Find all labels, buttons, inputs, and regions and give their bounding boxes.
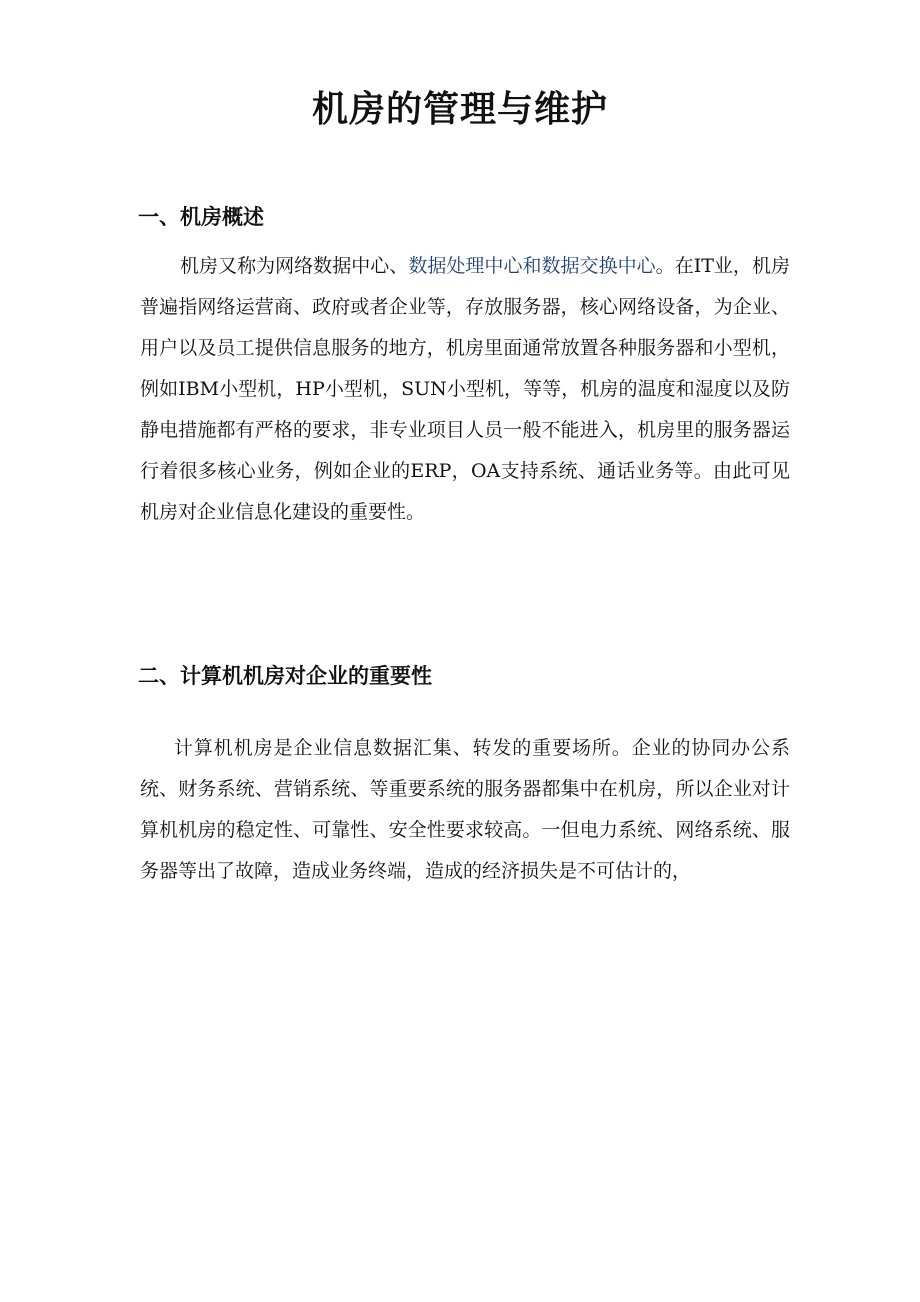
- document-title: 机房的管理与维护: [311, 89, 608, 130]
- paragraph-text-before-link: 机房又称为网络数据中心、: [180, 255, 409, 277]
- section-paragraph-overview: [140, 246, 790, 533]
- data-processing-center-link[interactable]: 数据处理中心和数据交换中心: [408, 255, 656, 277]
- paragraph-text-after-link: 。在IT业，机房普遍指网络运营商、政府或者企业等，存放服务器，核心网络设备，为企业、用户以及员工提供信息服务的地方，机房里面通常放置各种服务器和小型机，例如IBM小型机，HP小型机，SUN小型机，等等，机房的温度和湿度以及防静电措施都有严格的要求，非专业项目人员一般不能进入，机房里的服务器运行着很多核心业务，例如企业的ERP，OA支持系统、通话业务等。由此可见机房对企业信息化建设的重要性。: [140, 255, 790, 523]
- section-heading-importance: 二、计算机机房对企业的重要性: [138, 664, 432, 688]
- section-heading-overview: 一、机房概述: [138, 205, 264, 229]
- section-paragraph-importance: 计算机机房是企业信息数据汇集、转发的重要场所。企业的协同办公系统、财务系统、营销系统、等重要系统的服务器都集中在机房，所以企业对计算机机房的稳定性、可靠性、安全性要求较高。一但电力系统、网络系统、服务器等出了故障，造成业务终端，造成的经济损失是不可估计的，: [140, 737, 790, 882]
